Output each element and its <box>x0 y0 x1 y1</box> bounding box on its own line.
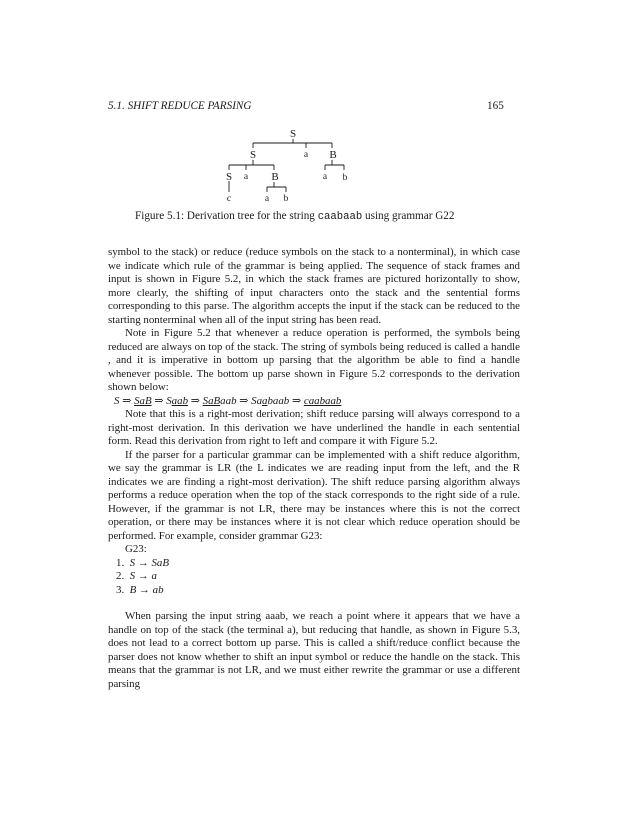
tree-node-b: B <box>271 171 279 183</box>
form-1-handle: SaB <box>134 394 152 407</box>
grammar-name: G23: <box>125 543 147 555</box>
caption-suffix: using grammar G22 <box>365 210 455 222</box>
form-4: Saabaab <box>251 394 290 407</box>
tree-node-root-s: S <box>289 128 297 140</box>
caption-string: caabaab <box>317 211 363 223</box>
figure-caption <box>135 210 454 223</box>
page-number: 165 <box>487 100 504 112</box>
form-2: Saab <box>166 394 189 407</box>
running-header-section: 5.1. SHIFT REDUCE PARSING <box>108 100 252 112</box>
tree-node-b: b <box>342 173 348 183</box>
body-text <box>108 246 520 691</box>
grammar-rule: 1. S → SaB <box>116 556 169 569</box>
tree-node-a: a <box>322 172 328 182</box>
form-0: S <box>114 394 120 407</box>
derives-arrow: ⇒ <box>239 394 249 407</box>
tree-node-a: a <box>264 194 270 204</box>
derives-arrow: ⇒ <box>154 394 164 407</box>
paragraph: When parsing the input string aaab, we reach a point where it appears that we have a handle on top of the stack (the terminal a), but reducing that handle, as shown in Figure 5.3, does not lead to a correct bottom up parse. This is called a shift/reduce conflict because the parser does not know whether to shift an input symbol or reduce the handle on the stack. This means that the grammar is not LR, and we must either rewrite the grammar or use a different parsing <box>108 610 520 690</box>
paragraph: Note in Figure 5.2 that whenever a reduce operation is performed, the symbols being reduced are always on top of the stack. The string of symbols being reduced is called a handle , and it is imperative in bottom up parsing that the algorithm be able to find a handle whenever possible. The bottom up parse shown in Figure 5.2 corresponds to the derivation shown below: <box>108 327 520 393</box>
derives-arrow: ⇒ <box>291 394 302 407</box>
caption-prefix: Figure 5.1: Derivation tree for the string <box>135 210 315 222</box>
tree-node-b: b <box>283 194 289 204</box>
paragraph: Note that this is a right-most derivation; shift reduce parsing will always correspond to a right-most derivation. In this derivation we have underlined the handle in each sentential form. Read this derivation from right to left and compare it with Figure 5.2. <box>108 408 520 447</box>
form-5: caabaab <box>303 394 342 407</box>
tree-node-a: a <box>303 150 309 160</box>
derives-arrow: ⇒ <box>122 394 132 407</box>
tree-node-a: a <box>243 172 249 182</box>
tree-node-s: S <box>249 149 257 161</box>
derivation-line <box>108 395 520 409</box>
grammar-rule: 3. B → ab <box>116 583 164 596</box>
tree-node-s: S <box>225 171 233 183</box>
derives-arrow: ⇒ <box>190 394 200 407</box>
grammar-rule: 2. S → a <box>116 570 157 582</box>
form-3: SaBaab <box>202 394 237 407</box>
tree-node-c: c <box>226 194 232 204</box>
paragraph: If the parser for a particular grammar can be implemented with a shift reduce algorithm, we say the grammar is LR (the L indicates we are reading input from the left, and the R indicates we are finding a right-most derivation). The shift reduce parsing algorithm always performs a reduce operation when the top of the stack corresponds to the right side of a rule. However, if the grammar is not LR, there may be instances where this is not the correct operation, or there may be instances where it is not clear which reduce operation should be performed. For example, consider grammar G23: <box>108 448 520 542</box>
tree-node-b: B <box>329 149 337 161</box>
paragraph: symbol to the stack) or reduce (reduce symbols on the stack to a nonterminal), in which case we indicate which rule of the grammar is being applied. The sequence of stack frames and input is shown in Figure 5.2, in which the stack frames are pictured horizontally to show, more clearly, the shifting of input characters onto the stack and the sentential forms corresponding to this parse. The algorithm accepts the input if the stack can be reduced to the starting nonterminal when all of the input string has been read. <box>108 246 520 326</box>
